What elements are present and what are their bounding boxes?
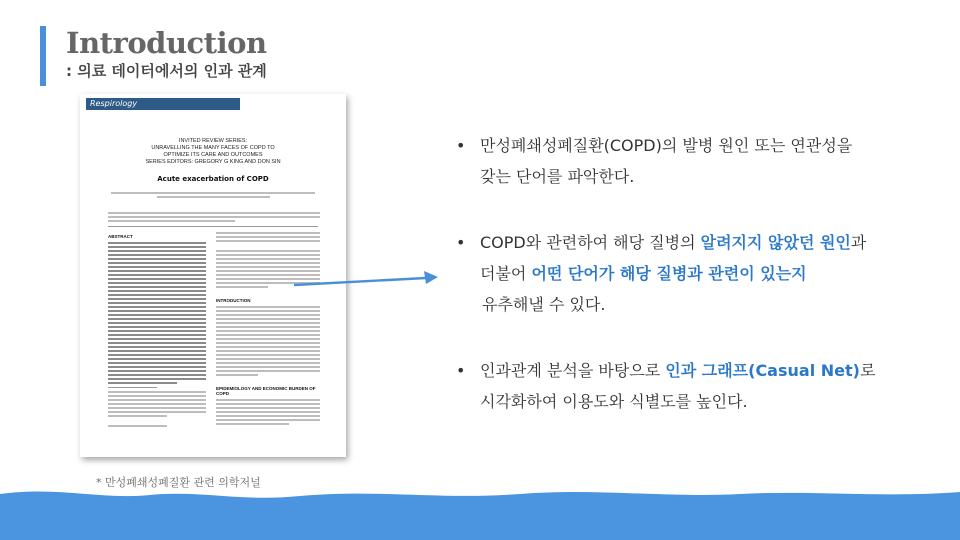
- highlight-text: 알려지지 않았던 원인: [700, 233, 851, 252]
- series-line: SERIES EDITORS: GREGORY G KING AND DON SIN: [145, 159, 281, 165]
- affiliations: [108, 212, 320, 224]
- bullet-text: 유추해낼 수 있다.: [482, 295, 606, 314]
- bullet-text: 시각화하여 이용도와 식별도를 높인다.: [480, 392, 748, 411]
- bullet-text: 더불어 어떤 단어가 해당 질병과 관련이 있는지: [480, 264, 807, 283]
- bullet-dot-icon: •: [456, 136, 466, 155]
- series-header: [80, 138, 346, 166]
- article-title: Acute exacerbation of COPD: [157, 175, 269, 183]
- bullet-item: [456, 355, 940, 417]
- body-column: [216, 232, 320, 427]
- bullet-item: [456, 130, 940, 192]
- abstract-heading: ABSTRACT: [108, 234, 133, 239]
- bullet-text: 만성폐쇄성폐질환(COPD)의 발병 원인 또는 연관성을: [480, 136, 853, 155]
- page-subtitle: : 의료 데이터에서의 인과 관계: [66, 62, 267, 80]
- bullet-dot-icon: •: [456, 361, 466, 380]
- epidemiology-heading: EPIDEMIOLOGY AND ECONOMIC BURDEN OF COPD: [216, 386, 316, 396]
- author-lines: [100, 192, 326, 198]
- series-line: INVITED REVIEW SERIES:: [178, 138, 248, 144]
- series-line: UNRAVELLING THE MANY FACES OF COPD TO: [151, 145, 275, 151]
- bullet-item: [456, 227, 940, 320]
- bullet-text: COPD와 관련하여 해당 질병의 알려지지 않았던 원인과: [480, 233, 867, 252]
- introduction-heading: INTRODUCTION: [216, 298, 251, 303]
- divider: [108, 226, 318, 227]
- bullet-text: 인과관계 분석을 바탕으로 인과 그래프(Casual Net)로: [480, 361, 876, 380]
- highlight-text: 어떤 단어가 해당 질병과 관련이 있는지: [531, 264, 807, 283]
- abstract-column: [108, 232, 206, 429]
- image-caption: * 만성폐쇄성폐질환 관련 의학저널: [96, 476, 261, 489]
- pointer-arrow-icon: [292, 268, 442, 298]
- bullet-dot-icon: •: [456, 233, 466, 252]
- title-accent-bar: [40, 26, 46, 86]
- highlight-text: 인과 그래프(Casual Net): [665, 361, 860, 380]
- series-line: OPTIMIZE ITS CARE AND OUTCOMES: [163, 152, 263, 158]
- page-title: Introduction: [66, 26, 267, 60]
- bullet-text: 갖는 단어를 파악한다.: [480, 167, 635, 186]
- journal-name: Respirology: [86, 98, 240, 110]
- footer-wave-band: [0, 486, 960, 540]
